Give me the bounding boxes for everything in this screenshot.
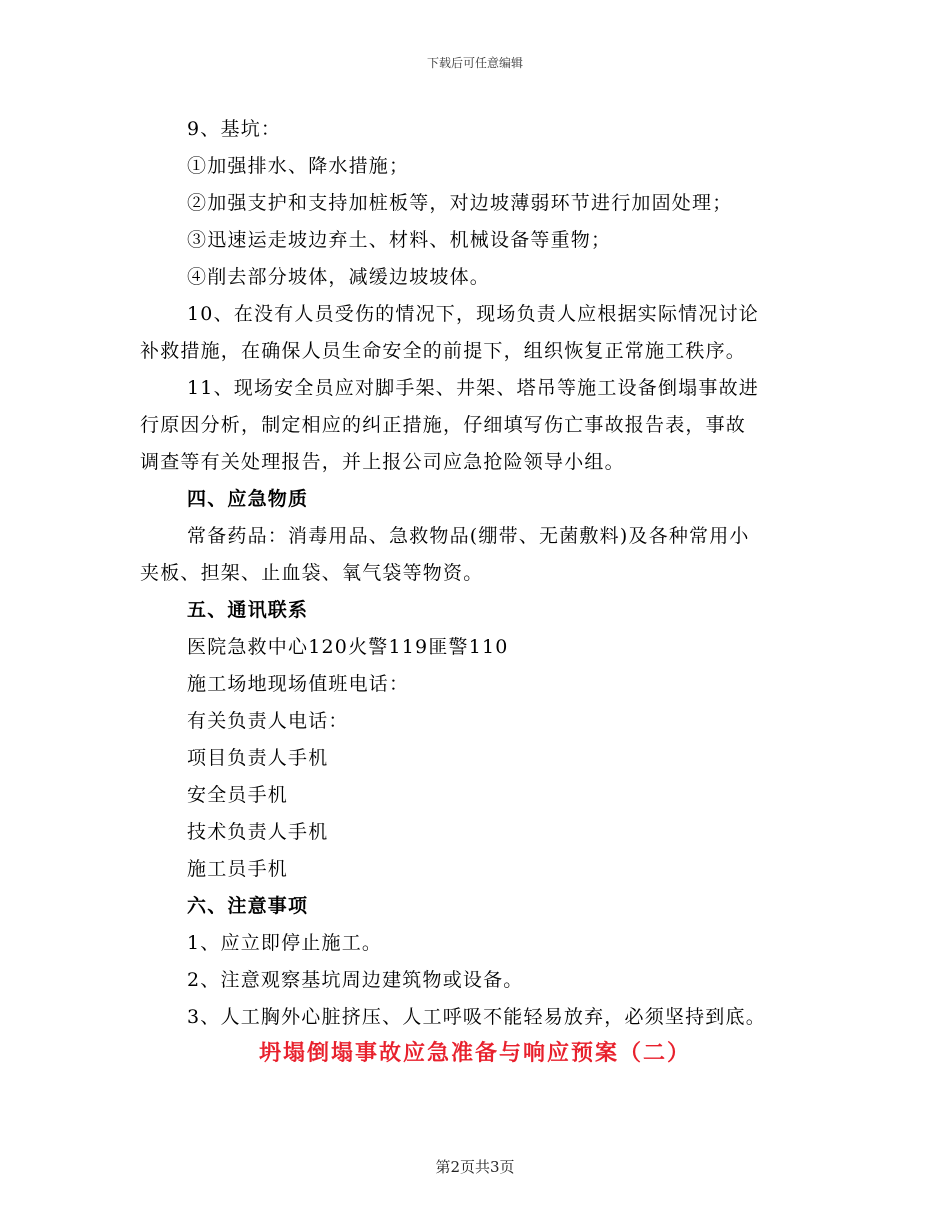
text-line [140, 185, 800, 222]
line-text: 9、基坑： [187, 118, 282, 140]
line-text: 夹板、担架、止血袋、氧气袋等物资。 [140, 562, 484, 584]
line-text: 11、现场安全员应对脚手架、井架、塔吊等施工设备倒塌事故进 [187, 377, 759, 399]
text-line [140, 518, 800, 555]
text-line [140, 148, 800, 185]
line-text: 四、应急物质 [187, 488, 309, 510]
line-text: ③迅速运走坡边弃土、材料、机械设备等重物； [187, 229, 612, 251]
line-text: 六、注意事项 [187, 895, 309, 917]
text-line [140, 296, 800, 333]
text-line [140, 925, 800, 962]
text-line [140, 555, 800, 592]
text-line [140, 592, 800, 629]
line-text: 有关负责人电话： [187, 710, 349, 732]
line-text: 技术负责人手机 [187, 821, 329, 843]
text-line [140, 740, 800, 777]
section-title: 坍塌倒塌事故应急准备与响应预案（二） [258, 1040, 691, 1066]
line-text: 安全员手机 [187, 784, 289, 806]
line-text: 施工场地现场值班电话： [187, 673, 410, 695]
text-line [140, 703, 800, 740]
line-text: 行原因分析，制定相应的纠正措施，仔细填写伤亡事故报告表，事故 [140, 414, 747, 436]
text-line [140, 444, 800, 481]
line-text: 3、人工胸外心脏挤压、人工呼吸不能轻易放弃，必须坚持到底。 [187, 1006, 766, 1028]
text-line [140, 999, 800, 1036]
line-text: 2、注意观察基坑周边建筑物或设备。 [187, 969, 524, 991]
document-body [140, 111, 800, 1036]
line-text: ④削去部分坡体，减缓边坡坡体。 [187, 266, 491, 288]
line-text: 1、应立即停止施工。 [187, 932, 383, 954]
line-text: 调查等有关处理报告，并上报公司应急抢险领导小组。 [140, 451, 625, 473]
text-line [140, 407, 800, 444]
line-text: 常备药品：消毒用品、急救物品(绷带、无菌敷料)及各种常用小 [187, 525, 750, 547]
line-text: 10、在没有人员受伤的情况下，现场负责人应根据实际情况讨论 [187, 303, 759, 325]
text-line [140, 666, 800, 703]
text-line [140, 111, 800, 148]
text-line [140, 962, 800, 999]
text-line [140, 333, 800, 370]
line-text: 医院急救中心120火警119匪警110 [187, 636, 509, 658]
text-line [140, 481, 800, 518]
line-text: 补救措施，在确保人员生命安全的前提下，组织恢复正常施工秩序。 [140, 340, 747, 362]
text-line [140, 222, 800, 259]
text-line [140, 777, 800, 814]
text-line [140, 259, 800, 296]
line-text: ②加强支护和支持加桩板等，对边坡薄弱环节进行加固处理； [187, 192, 733, 214]
page-footer: 第2页共3页 [435, 1158, 515, 1176]
line-text: 施工员手机 [187, 858, 289, 880]
text-line [140, 888, 800, 925]
text-line [140, 629, 800, 666]
text-line [140, 851, 800, 888]
line-text: 五、通讯联系 [187, 599, 309, 621]
line-text: ①加强排水、降水措施； [187, 155, 410, 177]
text-line [140, 814, 800, 851]
text-line [140, 370, 800, 407]
line-text: 项目负责人手机 [187, 747, 329, 769]
page-header: 下载后可任意编辑 [426, 56, 523, 70]
